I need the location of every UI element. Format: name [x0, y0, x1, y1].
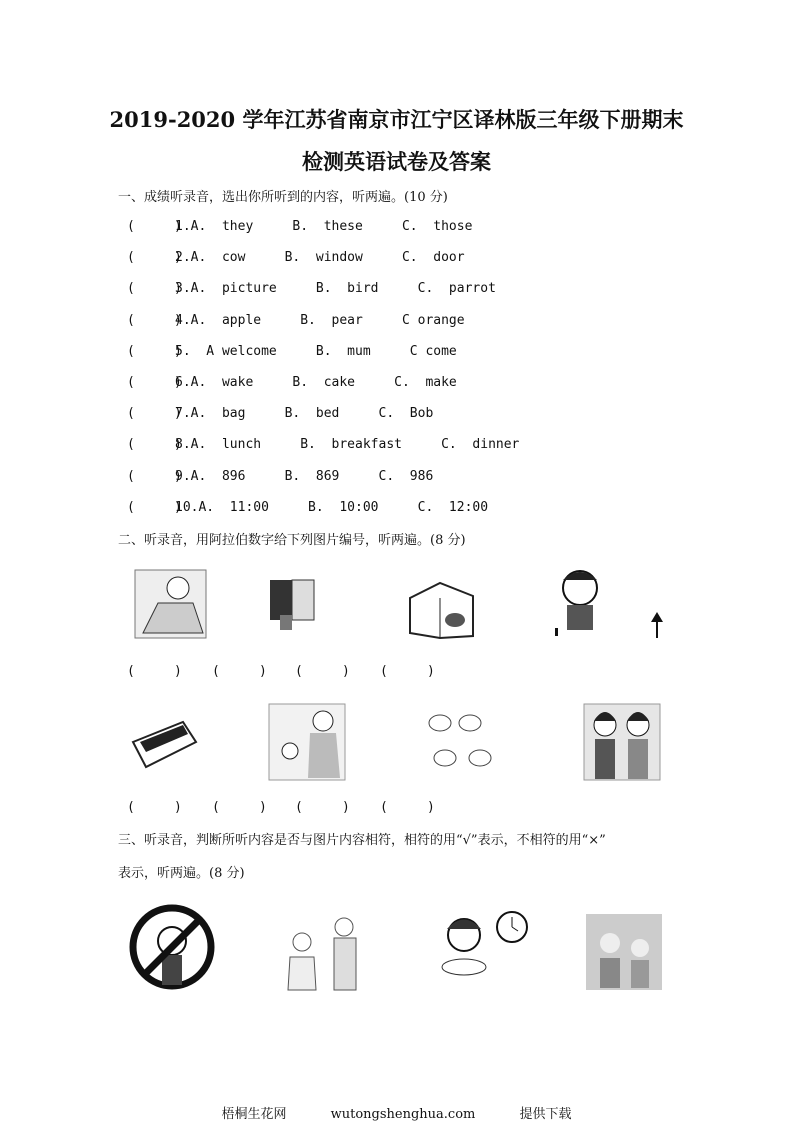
- answer-paren: ( ): [127, 499, 182, 515]
- question-text: 8.A. lunch B. breakfast C. dinner: [175, 437, 520, 453]
- picture-two-girls: [583, 703, 661, 781]
- question-item: [127, 375, 457, 390]
- question-item: [127, 406, 433, 421]
- question-item: [127, 500, 488, 515]
- question-text: 6.A. wake B. cake C. make: [175, 375, 457, 390]
- section3-heading-line1: 三、听录音，判断所听内容是否与图片内容相符，相符的用“√”表示，不相符的用“×”: [118, 833, 606, 848]
- section1-heading: 一、成绩听录音，选出你所听到的内容，听两遍。(10 分): [118, 190, 448, 205]
- question-text: 9.A. 896 B. 869 C. 986: [175, 468, 434, 484]
- answer-paren: ( ): [127, 468, 182, 484]
- answer-paren: ( ): [127, 343, 182, 359]
- question-item: [127, 281, 496, 296]
- answer-paren: ( ): [212, 800, 267, 815]
- section3-heading-line2: 表示，听两遍。(8 分): [118, 866, 245, 881]
- footer-note: 提供下载: [519, 1107, 572, 1122]
- answer-paren: ( ): [295, 800, 350, 815]
- question-item: [127, 344, 457, 359]
- picture-two-people: [282, 912, 364, 992]
- answer-paren: ( ): [127, 219, 182, 234]
- answer-paren: ( ): [212, 664, 267, 679]
- question-item: [127, 437, 519, 452]
- answer-paren: ( ): [127, 406, 182, 422]
- picture-milk-carton: [405, 578, 477, 640]
- picture-window: [262, 575, 324, 635]
- picture-boy-standing: [550, 568, 670, 643]
- footer-site-name: 梧桐生花网: [221, 1107, 287, 1122]
- answer-paren: ( ): [380, 800, 435, 815]
- answer-paren: ( ): [127, 664, 182, 679]
- question-text: 1.A. they B. these C. those: [175, 219, 473, 234]
- answer-paren: ( ): [127, 312, 182, 328]
- question-item: [127, 313, 465, 328]
- section2-heading: 二、听录音，用阿拉伯数字给下列图片编号，听两遍。(8 分): [118, 533, 466, 548]
- picture-family-reading: [133, 568, 208, 640]
- answer-paren: ( ): [380, 664, 435, 679]
- question-item: [127, 250, 465, 265]
- picture-boy-eating-clock: [434, 905, 534, 987]
- answer-paren: ( ): [127, 250, 182, 266]
- question-text: 5. A welcome B. mum C come: [175, 343, 457, 359]
- question-text: 7.A. bag B. bed C. Bob: [175, 406, 434, 422]
- picture-sheep: [425, 708, 505, 778]
- picture-eraser: [128, 712, 200, 772]
- question-item: [127, 469, 433, 484]
- answer-paren: ( ): [295, 664, 350, 679]
- question-text: 4.A. apple B. pear C orange: [175, 312, 465, 328]
- question-text: 2.A. cow B. window C. door: [175, 250, 465, 266]
- answer-paren: ( ): [127, 437, 182, 453]
- answer-paren: ( ): [127, 281, 182, 297]
- footer-url[interactable]: wutongshenghua.com: [330, 1107, 476, 1122]
- answer-paren: ( ): [127, 375, 182, 390]
- picture-no-sign-boy: [128, 903, 218, 995]
- answer-paren: ( ): [127, 800, 182, 815]
- title-line1: 2019-2020 学年江苏省南京市江宁区译林版三年级下册期末: [109, 107, 684, 132]
- title-line2: 检测英语试卷及答案: [302, 149, 491, 174]
- question-item: [127, 219, 472, 234]
- question-text: 3.A. picture B. bird C. parrot: [175, 281, 496, 297]
- picture-mother-child: [268, 703, 346, 781]
- picture-family-scene: [585, 913, 663, 991]
- footer: [0, 1103, 793, 1122]
- question-text: 10.A. 11:00 B. 10:00 C. 12:00: [175, 499, 489, 515]
